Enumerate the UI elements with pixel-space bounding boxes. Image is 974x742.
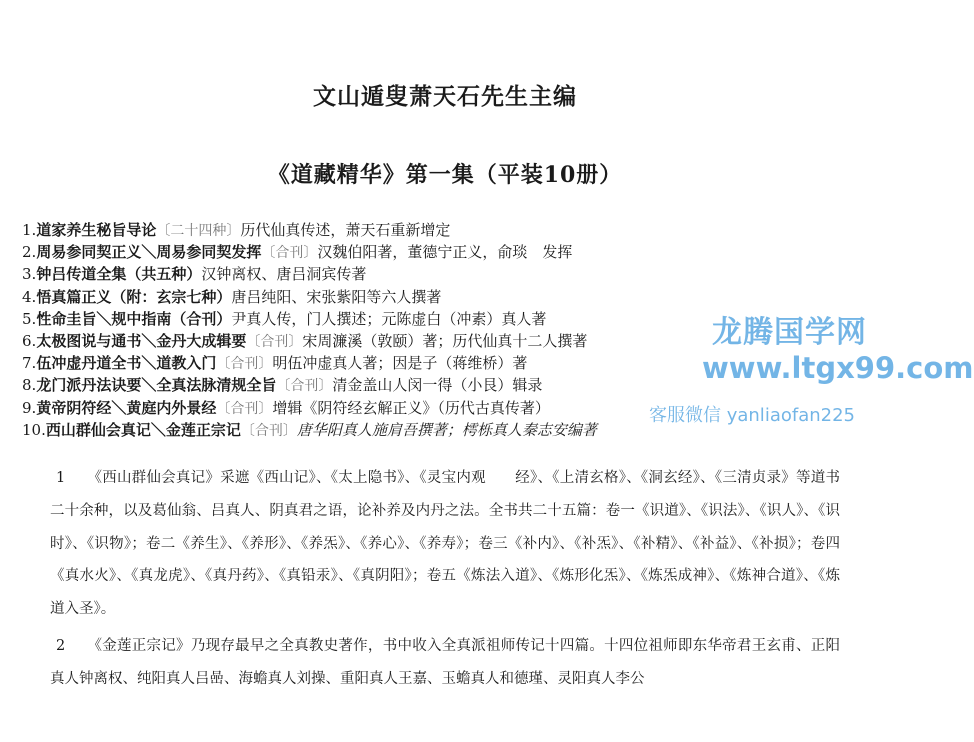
book-description: 唐吕纯阳、宋张紫阳等六人撰著: [231, 287, 442, 306]
book-title: 道家养生秘旨导论: [36, 221, 157, 239]
book-number: 6.: [22, 331, 37, 350]
book-number: 5.: [22, 309, 37, 328]
book-title: 性命圭旨＼规中指南（合刊）: [36, 309, 232, 328]
book-tag: 〔合刊〕: [216, 356, 273, 373]
book-description: 汉魏伯阳著，董德宁正义，俞琰 发挥: [317, 243, 573, 262]
book-tag: 〔合刊〕: [246, 333, 303, 350]
book-description: 历代仙真传述，萧天石重新增定: [240, 221, 451, 239]
book-title: 太极图说与通书＼金丹大成辑要: [36, 331, 247, 350]
book-number: 1.: [22, 221, 37, 239]
book-number: 8.: [22, 376, 37, 395]
book-title: 周易参同契正义＼周易参同契发挥: [36, 243, 262, 262]
book-description: 汉钟离权、唐吕洞宾传著: [201, 265, 367, 284]
book-number: 4.: [22, 287, 37, 306]
book-tag: 〔二十四种〕: [156, 223, 241, 239]
book-description: 明伍冲虚真人著；因是子（蒋维桥）著: [272, 354, 528, 373]
book-item: [22, 263, 882, 285]
note-number: 1: [56, 470, 66, 486]
book-number: 2.: [22, 243, 37, 262]
notes-section: [50, 462, 840, 700]
note-text: 《金莲正宗记》乃现存最早之全真教史著作，书中收入全真派祖师传记十四篇。十四位祖师即东华帝君王玄甫、正阳真人钟离权、纯阳真人吕喦、海蟾真人刘操、重阳真人王嘉、玉蟾真人和德瑾、灵阳真人李公: [50, 637, 840, 687]
book-number: 10.: [22, 420, 46, 439]
book-number: 7.: [22, 354, 37, 373]
book-title: 西山群仙会真记＼金莲正宗记: [45, 420, 241, 439]
book-tag: 〔合刊〕: [240, 422, 297, 439]
note-number: 2: [56, 637, 66, 654]
book-item: [22, 286, 882, 308]
book-description: 宋周濂溪（敦颐）著；历代仙真十二人撰著: [302, 331, 588, 350]
book-item: [22, 241, 882, 263]
book-title: 黄帝阴符经＼黄庭内外景经: [36, 398, 217, 417]
editor-heading: 文山遁叟萧天石先生主编: [313, 83, 577, 110]
book-item: [22, 219, 882, 241]
note-paragraph: [50, 462, 840, 626]
book-title: 钟吕传道全集（共五种）: [36, 265, 202, 284]
book-number: 9.: [22, 398, 37, 417]
watermark-url: www.ltgx99.com: [702, 351, 974, 385]
watermark-site-name: 龙腾国学网: [712, 315, 867, 350]
book-number: 3.: [22, 265, 37, 284]
book-description-italic: 唐华阳真人施肩吾撰著；樗栎真人秦志安编著: [296, 420, 597, 439]
book-title: 龙门派丹法诀要＼全真法脉清规全旨: [36, 376, 277, 395]
note-paragraph: [50, 630, 840, 696]
book-title: 伍冲虚丹道全书＼道教入门: [36, 354, 217, 373]
book-tag: 〔合刊〕: [276, 378, 333, 395]
book-tag: 〔合刊〕: [261, 245, 318, 262]
book-description: 增辑《阴符经玄解正义》（历代古真传著）: [272, 398, 550, 417]
watermark-contact: 客服微信 yanliaofan225: [649, 405, 855, 426]
collection-title: 《道藏精华》第一集（平装10册）: [267, 162, 623, 188]
book-tag: 〔合刊〕: [216, 400, 273, 417]
book-description: 清金盖山人闵一得（小艮）辑录: [332, 376, 543, 395]
book-description: 尹真人传，门人撰述；元陈虚白（冲素）真人著: [231, 309, 547, 328]
book-title: 悟真篇正义（附：玄宗七种）: [36, 287, 232, 306]
note-text: 《西山群仙会真记》采遮《西山记》、《太上隐书》、《灵宝内观 经》、《上清玄格》、《洞玄经》、《三清贞录》等道书二十余种，以及葛仙翁、吕真人、阴真君之语，论补养及内丹之法。全书共二十五篇：卷一《识道》、《识法》、《识人》、《识时》、《识物》；卷二《养生》、《养形》、《养炁》、《养心》、《养寿》；卷三《补内》、《补炁》、《补精》、《补益》、《补损》；卷四《真水火》、《真龙虎》、《真丹药》、《真铅汞》、《真阴阳》；卷五《炼法入道》、《炼形化炁》、《炼炁成神》、《炼神合道》、《炼道入圣》。: [50, 470, 840, 618]
